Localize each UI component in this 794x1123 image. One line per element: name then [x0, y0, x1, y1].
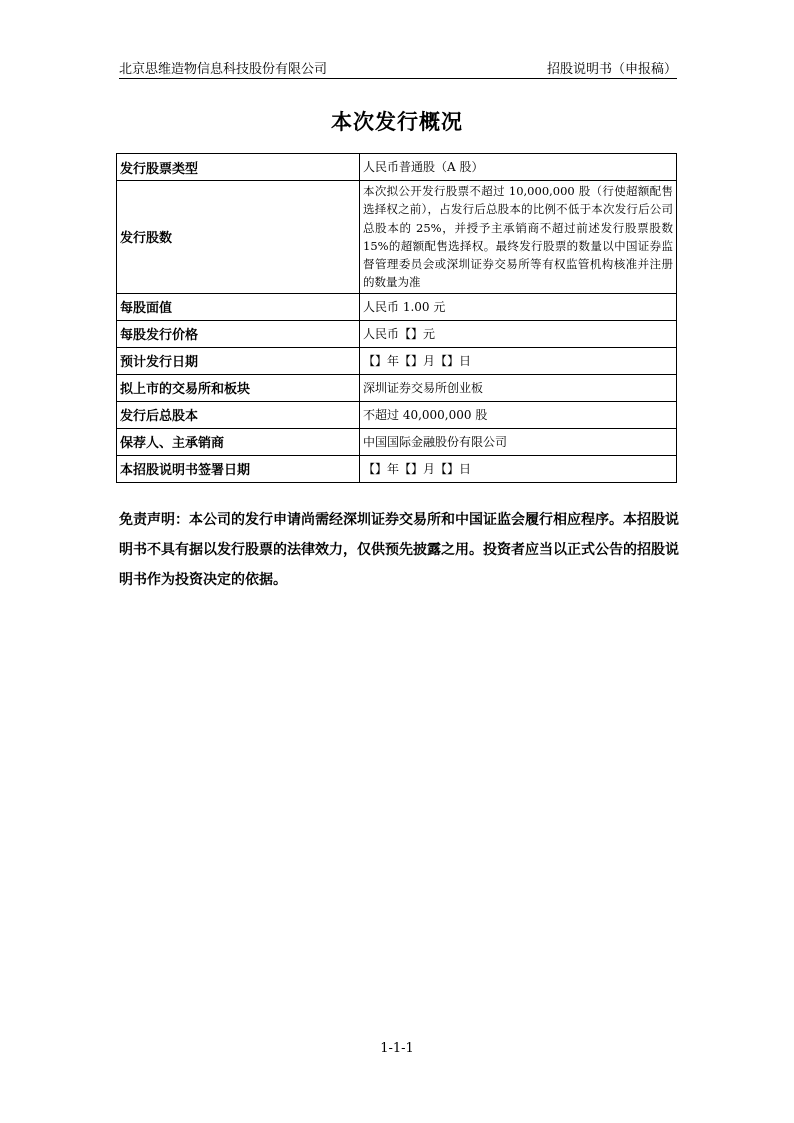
row-label-share-count: 发行股数 [117, 181, 360, 294]
table-row [117, 347, 677, 374]
table-row [117, 401, 677, 428]
page-number: 1-1-1 [380, 1041, 414, 1056]
row-label-signing-date: 本招股说明书签署日期 [117, 455, 360, 482]
page-title: 本次发行概况 [331, 110, 463, 134]
row-value-issue-price: 人民币【】元 [360, 320, 677, 347]
row-value-stock-type: 人民币普通股（A 股） [360, 154, 677, 181]
row-value-issue-date: 【】年【】月【】日 [360, 347, 677, 374]
table-row [117, 428, 677, 455]
table-row [117, 181, 677, 294]
row-label-issue-price: 每股发行价格 [117, 320, 360, 347]
offering-overview-table [116, 153, 677, 483]
header-document-type: 招股说明书（申报稿） [546, 62, 677, 77]
table-row [117, 320, 677, 347]
row-value-par-value: 人民币 1.00 元 [360, 293, 677, 320]
table-row [117, 374, 677, 401]
row-value-exchange-board: 深圳证券交易所创业板 [360, 374, 677, 401]
row-value-sponsor: 中国国际金融股份有限公司 [360, 428, 677, 455]
row-label-exchange-board: 拟上市的交易所和板块 [117, 374, 360, 401]
table-row [117, 293, 677, 320]
row-value-share-count: 本次拟公开发行股票不超过 10,000,000 股（行使超额配售选择权之前），占发行后总股本的比例不低于本次发行后公司总股本的 25%，并授予主承销商不超过前述发行股票股数 15%的超额配售选择权。最终发行股票的数量以中国证券监督管理委员会或深圳证券交易所等有权监管机构核准并注册的数量为准 [360, 181, 677, 294]
table-row [117, 455, 677, 482]
row-label-stock-type: 发行股票类型 [117, 154, 360, 181]
row-value-total-shares: 不超过 40,000,000 股 [360, 401, 677, 428]
row-label-sponsor: 保荐人、主承销商 [117, 428, 360, 455]
row-label-issue-date: 预计发行日期 [117, 347, 360, 374]
row-value-signing-date: 【】年【】月【】日 [360, 455, 677, 482]
page-header [119, 58, 677, 79]
disclaimer-text: 免责声明：本公司的发行申请尚需经深圳证券交易所和中国证监会履行相应程序。本招股说明书不具有据以发行股票的法律效力，仅供预先披露之用。投资者应当以正式公告的招股说明书作为投资决定的依据。 [119, 512, 679, 588]
table-row [117, 154, 677, 181]
row-label-par-value: 每股面值 [117, 293, 360, 320]
row-label-total-shares: 发行后总股本 [117, 401, 360, 428]
header-company-name: 北京思维造物信息科技股份有限公司 [119, 62, 328, 77]
